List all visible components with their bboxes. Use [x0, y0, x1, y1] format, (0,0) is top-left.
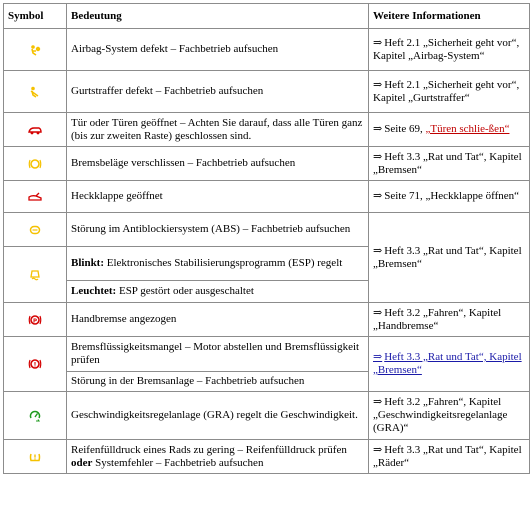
symbol-cell — [4, 337, 67, 392]
info-cell — [369, 113, 530, 147]
brake-system-warning-icon — [28, 357, 42, 371]
brake-pads-worn-icon — [28, 157, 42, 171]
tailgate-open-icon — [28, 190, 42, 204]
svg-text:P: P — [32, 317, 38, 324]
info-cell — [369, 147, 530, 181]
info-text: Heft 3.3 „Rat und Tat“, Kapitel „Bremsen“ — [373, 150, 522, 176]
info-text: Heft 2.1 „Sicherheit geht vor“, Kapitel „Airbag-System“ — [373, 36, 520, 62]
cruise-control-icon — [28, 409, 42, 423]
arrow-icon: ⇒ — [373, 396, 383, 408]
brakes-chapter-link[interactable]: Heft 3.3 „Rat und Tat“, Kapitel „Bremsen“ — [373, 351, 522, 376]
table-row — [4, 147, 530, 181]
arrow-icon: ⇒ — [373, 123, 383, 135]
blink-label: Blinkt: — [71, 257, 105, 269]
info-text: Heft 2.1 „Sicherheit geht vor“, Kapitel „Gurtstraffer“ — [373, 78, 520, 104]
tire-pressure-icon — [28, 450, 42, 464]
table-row — [4, 181, 530, 213]
arrow-icon: ⇒ — [373, 351, 383, 363]
header-symbol: Symbol — [4, 4, 67, 29]
arrow-icon: ⇒ — [373, 78, 383, 91]
symbol-cell — [4, 303, 67, 337]
arrow-icon: ⇒ — [373, 306, 383, 319]
table-row — [4, 71, 530, 113]
arrow-icon: ⇒ — [373, 244, 383, 257]
info-cell — [369, 29, 530, 71]
info-cell — [369, 181, 530, 213]
svg-text:!: ! — [33, 361, 37, 369]
table-header-row — [4, 4, 530, 29]
info-text: Seite 69, — [384, 123, 426, 135]
meaning-or: oder — [71, 456, 93, 469]
door-open-icon — [28, 123, 42, 137]
info-text: Heft 3.3 „Rat und Tat“, Kapitel „Räder“ — [373, 443, 522, 469]
warning-lights-table-wrapper — [3, 3, 530, 474]
arrow-icon: ⇒ — [373, 150, 383, 163]
lit-label: Leuchtet: — [71, 285, 117, 297]
meaning-text-a: Reifenfülldruck eines Rads zu gering – Reifenfülldruck prüfen — [71, 443, 347, 456]
info-text: Heft 3.2 „Fahren“, Kapitel „Handbremse“ — [373, 306, 502, 332]
meaning-cell: Gurtstraffer defekt – Fachbetrieb aufsuchen — [67, 71, 369, 113]
meaning-cell: Bremsflüssigkeitsmangel – Motor abstellen und Bremsflüssigkeit prüfen — [67, 337, 369, 372]
info-cell — [369, 303, 530, 337]
meaning-cell: Handbremse angezogen — [67, 303, 369, 337]
info-cell — [369, 392, 530, 440]
arrow-icon: ⇒ — [373, 443, 383, 456]
esp-warning-icon — [28, 268, 42, 282]
meaning-cell: Geschwindigkeitsregelanlage (GRA) regelt die Geschwindigkeit. — [67, 392, 369, 440]
blink-text: Elektronisches Stabilisierungsprogramm (ESP) regelt — [106, 257, 343, 269]
table-row — [4, 337, 530, 372]
symbol-cell — [4, 247, 67, 303]
meaning-cell: Störung in der Bremsanlage – Fachbetrieb aufsuchen — [67, 372, 369, 392]
meaning-text-b: Systemfehler – Fachbetrieb aufsuchen — [92, 456, 264, 469]
arrow-icon: ⇒ — [373, 36, 383, 49]
abs-warning-icon — [28, 223, 42, 237]
table-row — [4, 392, 530, 440]
table-row — [4, 113, 530, 147]
info-text: Heft 3.2 „Fahren“, Kapitel „Geschwindigkeitsregelanlage (GRA)“ — [373, 396, 508, 434]
symbol-cell — [4, 392, 67, 440]
airbag-warning-icon — [28, 43, 42, 57]
belt-tensioner-warning-icon — [28, 85, 42, 99]
arrow-icon: ⇒ — [373, 190, 383, 202]
symbol-cell — [4, 71, 67, 113]
meaning-cell — [67, 247, 369, 281]
table-row — [4, 440, 530, 474]
symbol-cell — [4, 181, 67, 213]
info-text: Heft 3.3 „Rat und Tat“, Kapitel „Bremsen“ — [373, 244, 522, 270]
info-cell — [369, 71, 530, 113]
header-meaning: Bedeutung — [67, 4, 369, 29]
meaning-cell: Störung im Antiblockiersystem (ABS) – Fachbetrieb aufsuchen — [67, 213, 369, 247]
meaning-cell: Tür oder Türen geöffnet – Achten Sie darauf, dass alle Türen ganz (bis zur zweiten Raste) geschlossen sind. — [67, 113, 369, 147]
warning-lights-table — [3, 3, 530, 474]
symbol-cell — [4, 147, 67, 181]
table-row — [4, 213, 530, 247]
meaning-cell — [67, 281, 369, 303]
table-row — [4, 29, 530, 71]
symbol-cell — [4, 29, 67, 71]
doors-close-link[interactable]: „Türen schlie-ßen“ — [425, 123, 510, 135]
meaning-cell — [67, 440, 369, 474]
symbol-cell — [4, 113, 67, 147]
symbol-cell — [4, 213, 67, 247]
meaning-cell: Airbag-System defekt – Fachbetrieb aufsuchen — [67, 29, 369, 71]
handbrake-icon — [28, 313, 42, 327]
info-text: Seite 71, „Heckklappe öffnen“ — [384, 190, 520, 202]
info-cell — [369, 337, 530, 392]
symbol-cell — [4, 440, 67, 474]
table-row — [4, 303, 530, 337]
info-cell — [369, 213, 530, 303]
meaning-cell: Bremsbeläge verschlissen – Fachbetrieb aufsuchen — [67, 147, 369, 181]
lit-text: ESP gestört oder ausgeschaltet — [118, 285, 254, 297]
meaning-cell: Heckklappe geöffnet — [67, 181, 369, 213]
header-info: Weitere Informationen — [369, 4, 530, 29]
info-cell — [369, 440, 530, 474]
